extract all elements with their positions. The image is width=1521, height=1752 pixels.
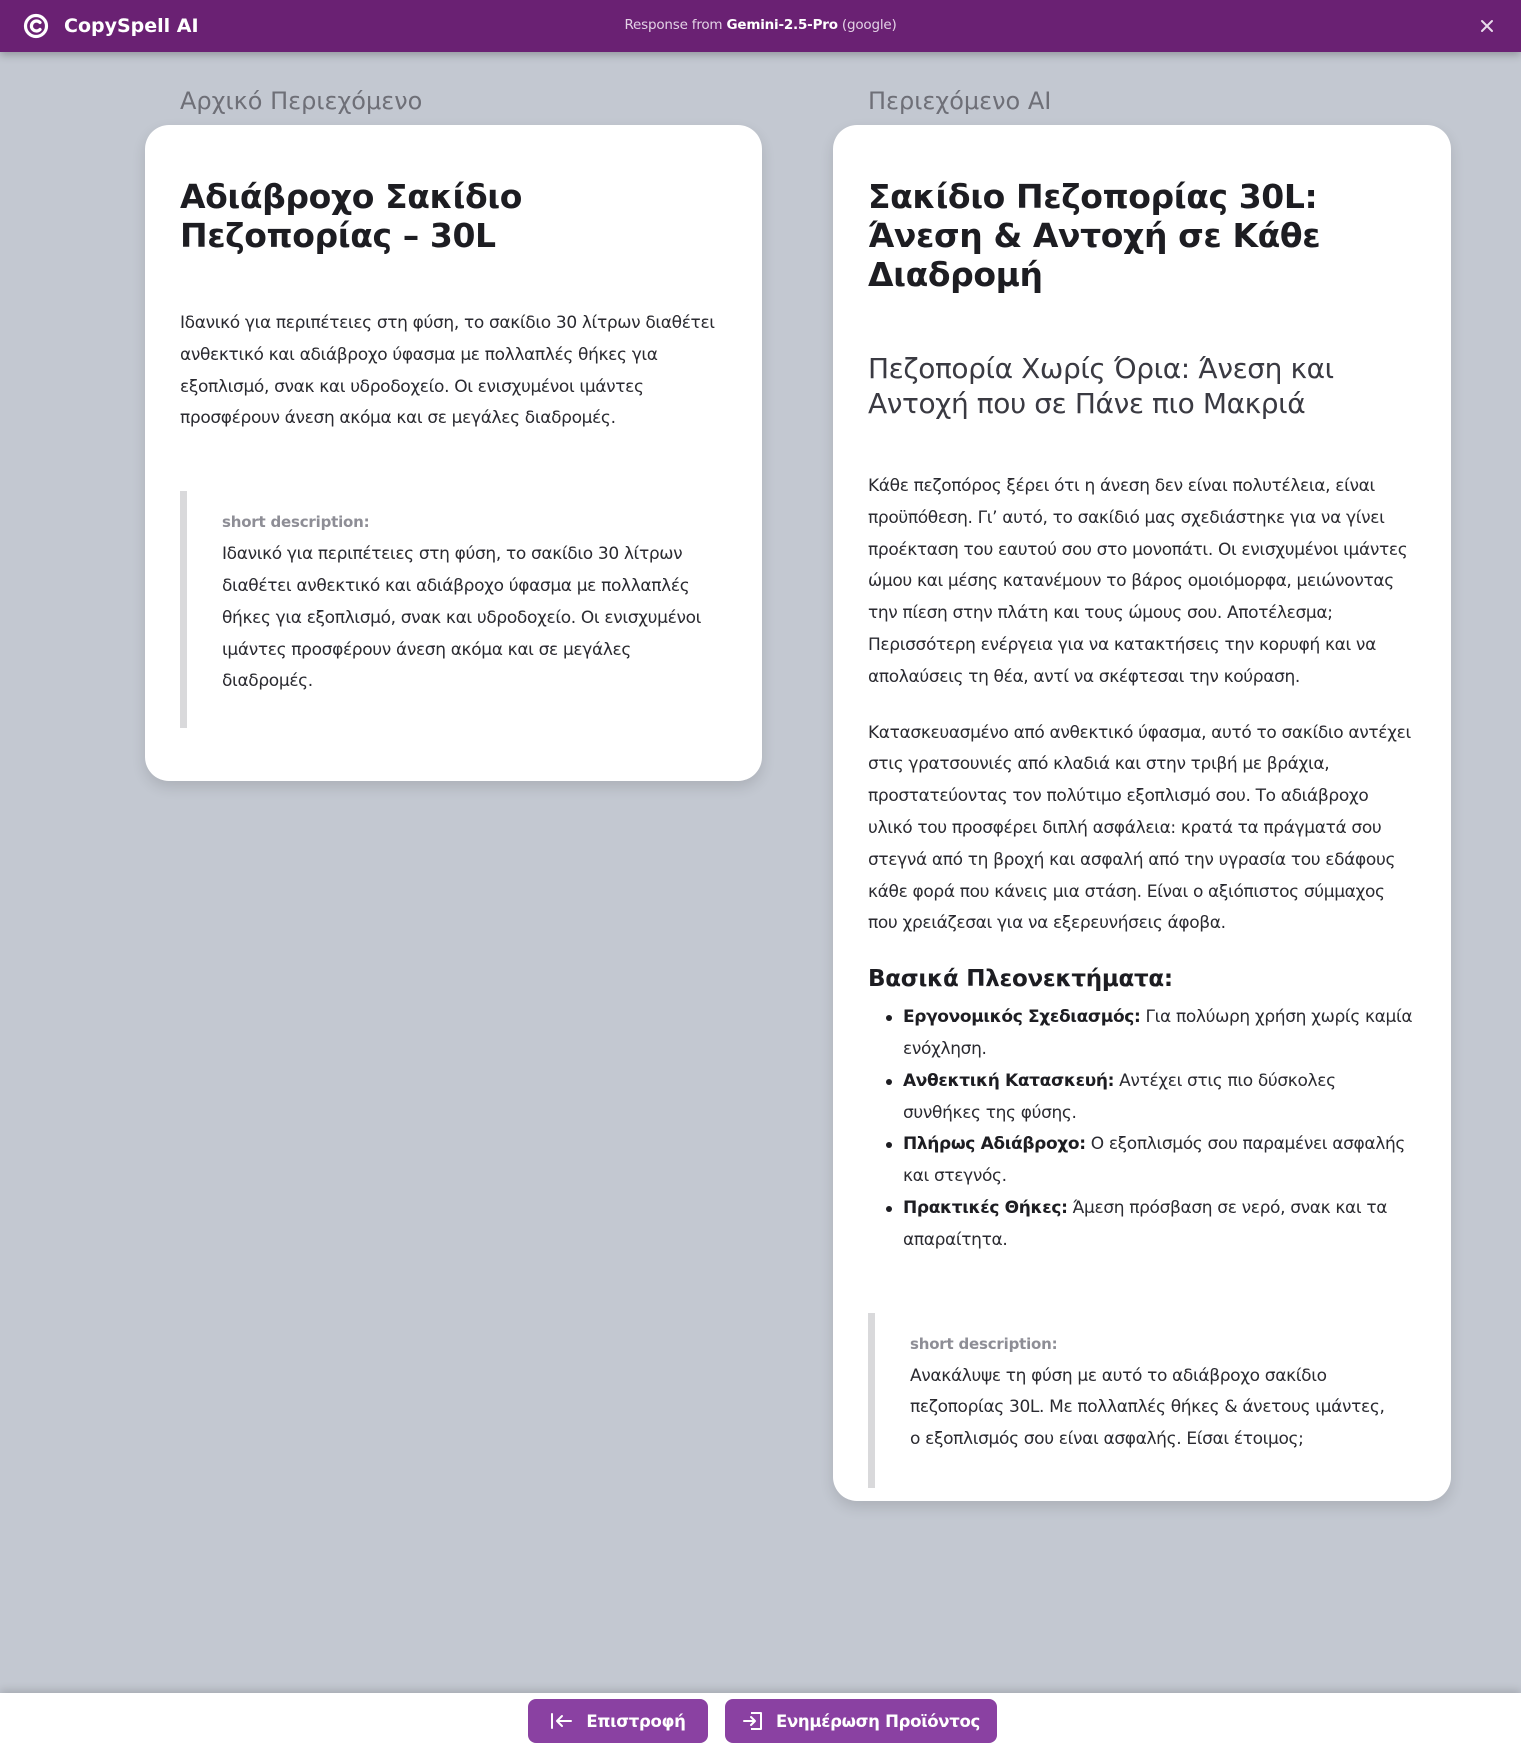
arrow-left-bar-icon (550, 1712, 574, 1730)
update-product-button[interactable] (725, 1699, 997, 1743)
original-heading: Αρχικό Περιεχόμενο (180, 87, 423, 115)
ai-subtitle: Πεζοπορία Χωρίς Όρια: Άνεση και Αντοχή που σε Πάνε πιο Μακριά (868, 352, 1334, 420)
benefit-item (882, 1002, 1416, 1066)
back-button-label: Επιστροφή (586, 1711, 686, 1731)
original-content-card (145, 125, 762, 781)
response-info (0, 17, 1521, 33)
ai-title: Σακίδιο Πεζοπορίας 30L: Άνεση & Αντοχή σε Κάθε Διαδρομή (868, 177, 1321, 294)
sign-in-arrow-icon (742, 1711, 764, 1731)
benefit-item (882, 1066, 1416, 1130)
ai-paragraph-2: Κατασκευασμένο από ανθεκτικό ύφασμα, αυτό το σακίδιο αντέχει στις γρατσουνιές από κλαδιά και στην τριβή με βράχια, προστατεύοντας τον πολύτιμο εξοπλισμό σου. Το αδιάβροχο υλικό του προσφέρει διπλή ασφάλεια: κρατά τα πράγματά σου στεγνά από τη βροχή και ασφαλή από την υγρασία του εδάφους κάθε φορά που κάνεις μια στάση. Είναι ο αξιόπιστος σύμμαχος που χρειάζεσαι για να εξερευνήσεις άφοβα. (868, 722, 1411, 934)
benefit-text: Άμεση πρόσβαση σε νερό, σνακ και τα απαραίτητα. (903, 1197, 1388, 1250)
short-description-text: Ιδανικό για περιπέτειες στη φύση, το σακίδιο 30 λίτρων διαθέτει ανθεκτικό και αδιάβροχο ύφασμα με πολλαπλές θήκες για εξοπλισμό, σνακ και υδροδοχείο. Οι ενισχυμένοι ιμάντες προσφέρουν άνεση ακόμα και σε μεγάλες διαδρομές. (222, 544, 702, 692)
benefit-label: Ανθεκτική Κατασκευή: (903, 1070, 1115, 1091)
benefits-list (882, 1002, 1416, 1256)
ai-heading: Περιεχόμενο AI (868, 87, 1052, 115)
close-button[interactable] (1475, 14, 1499, 38)
ai-paragraph-1: Κάθε πεζοπόρος ξέρει ότι η άνεση δεν είναι πολυτέλεια, είναι προϋπόθεση. Γι’ αυτό, το σακίδιό μας σχεδιάστηκε για να γίνει προέκταση του εαυτού σου στο μονοπάτι. Οι ενισχυμένοι ιμάντες ώμου και μέσης κατανέμουν το βάρος ομοιόμορφα, μειώνοντας την πίεση στην πλάτη και τους ώμους σου. Αποτέλεσμα; Περισσότερη ενέργεια για να κατακτήσεις την κορυφή και να απολαύσεις τη θέα, αντί να σκέφτεσαι την κούραση. (868, 476, 1408, 687)
model-name: Gemini-2.5-Pro (726, 17, 838, 33)
short-description-text: Ανακάλυψε τη φύση με αυτό το αδιάβροχο σακίδιο πεζοπορίας 30L. Με πολλαπλές θήκες & άνετους ιμάντες, ο εξοπλισμός σου είναι ασφαλής. Είσαι έτοιμος; (910, 1365, 1385, 1450)
back-button[interactable] (528, 1699, 708, 1743)
ai-content-card (833, 125, 1451, 1501)
close-icon (1480, 19, 1494, 33)
update-button-label: Ενημέρωση Προϊόντος (776, 1711, 980, 1731)
app-name: CopySpell AI (64, 15, 199, 37)
benefit-label: Πρακτικές Θήκες: (903, 1197, 1068, 1218)
benefit-item (882, 1193, 1416, 1257)
benefit-label: Πλήρως Αδιάβροχο: (903, 1134, 1086, 1155)
benefit-item (882, 1129, 1416, 1193)
benefit-text: Ο εξοπλισμός σου παραμένει ασφαλής και στεγνός. (903, 1134, 1406, 1187)
benefit-text: Αντέχει στις πιο δύσκολες συνθήκες της φύσης. (903, 1070, 1336, 1123)
benefit-label: Εργονομικός Σχεδιασμός: (903, 1007, 1141, 1028)
ai-short-description (868, 1313, 1416, 1488)
model-provider: (google) (841, 17, 897, 33)
short-description-label: short description: (910, 1334, 1058, 1353)
original-description: Ιδανικό για περιπέτειες στη φύση, το σακίδιο 30 λίτρων διαθέτει ανθεκτικό και αδιάβροχο ύφασμα με πολλαπλές θήκες για εξοπλισμό, σνακ και υδροδοχείο. Οι ενισχυμένοι ιμάντες προσφέρουν άνεση ακόμα και σε μεγάλες διαδρομές. (180, 313, 715, 429)
response-prefix: Response from (624, 17, 727, 33)
benefits-heading: Βασικά Πλεονεκτήματα: (868, 966, 1173, 993)
original-short-description (180, 491, 727, 728)
benefit-text: Για πολύωρη χρήση χωρίς καμία ενόχληση. (903, 1007, 1413, 1059)
short-description-label: short description: (222, 513, 370, 532)
top-bar (0, 0, 1521, 52)
original-title: Αδιάβροχο Σακίδιο Πεζοπορίας – 30L (180, 177, 523, 255)
